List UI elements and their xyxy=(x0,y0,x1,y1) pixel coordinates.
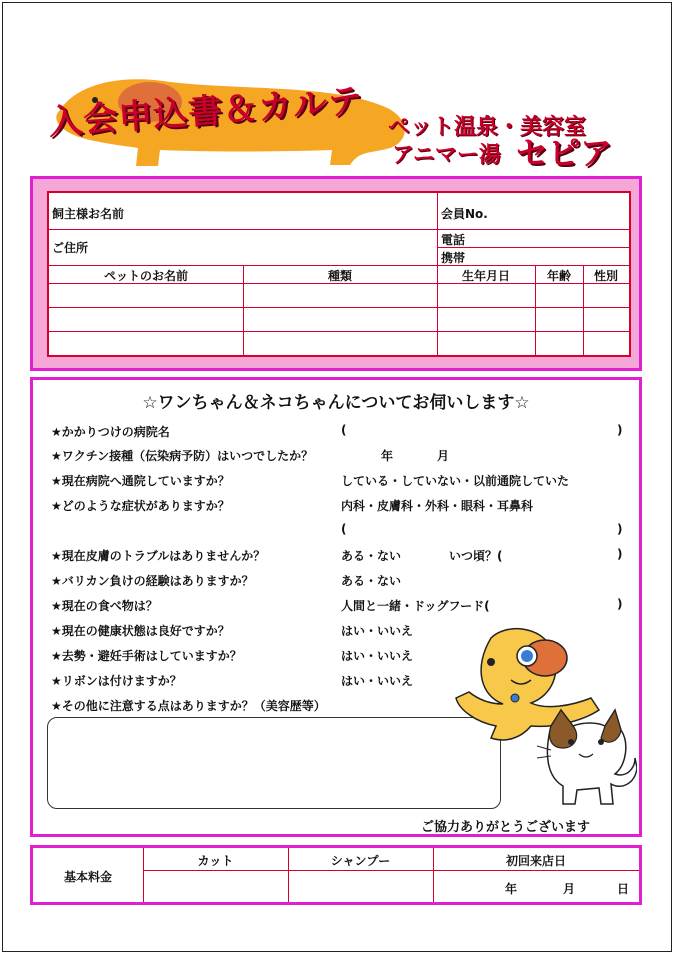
question-other-notes: ★その他に注意する点はありますか？（美容歴等） xyxy=(51,699,326,713)
question-food: ★現在の食べ物は？ xyxy=(51,599,158,613)
thanks-message: ご協力ありがとうございます xyxy=(421,820,591,835)
shop-prefix: アニマー湯 xyxy=(392,143,501,168)
answer-yes-no: はい・いいえ xyxy=(341,624,414,638)
question-clipper: ★バリカン負けの経験はありますか？ xyxy=(51,574,254,588)
answer-open: ( xyxy=(341,423,347,437)
form-title: 入会申込書＆カルテ xyxy=(47,81,365,143)
day-label: 日 xyxy=(617,882,630,896)
col-sex: 性別 xyxy=(593,269,618,283)
owner-info-section xyxy=(30,176,642,371)
question-symptoms: ★どのような症状がありますか？ xyxy=(51,499,230,513)
answer-yes-no: ある・ない xyxy=(341,574,402,588)
first-visit-label: 初回来店日 xyxy=(505,854,566,868)
answer-close: ) xyxy=(617,597,623,611)
col-birthdate: 生年月日 xyxy=(461,269,510,283)
answer-visit-options: している・していない・以前通院していた xyxy=(341,474,570,488)
answer-yes-no: はい・いいえ xyxy=(341,674,414,688)
base-fee-label: 基本料金 xyxy=(63,870,112,884)
notes-field[interactable] xyxy=(47,717,501,809)
owner-info-table xyxy=(47,191,631,357)
year-label: 年 xyxy=(505,882,518,896)
answer-open: ( xyxy=(341,522,347,536)
owner-name-label: 飼主様お名前 xyxy=(52,207,125,221)
question-hospital: ★かかりつけの病院名 xyxy=(51,425,170,439)
answer-close: ) xyxy=(617,522,623,536)
answer-yes-no: はい・いいえ xyxy=(341,649,414,663)
mobile-label: 携帯 xyxy=(441,251,466,265)
question-neuter: ★去勢・避妊手術はしていますか？ xyxy=(51,649,242,663)
answer-yes-no: ある・ない xyxy=(341,549,402,563)
question-vaccine: ★ワクチン接種（伝染病予防）はいつでしたか？ xyxy=(51,449,314,463)
col-pet-name: ペットのお名前 xyxy=(103,269,188,283)
dog-cat-illustration xyxy=(451,618,637,814)
question-health: ★現在の健康状態は良好ですか？ xyxy=(51,624,230,638)
question-ribbon: ★リボンは付けますか？ xyxy=(51,674,182,688)
questionnaire-section xyxy=(30,377,642,837)
shampoo-label: シャンプー xyxy=(330,854,391,868)
col-species: 種類 xyxy=(327,269,352,283)
cut-label: カット xyxy=(197,854,234,868)
member-no-label: 会員No. xyxy=(441,207,488,221)
question-skin: ★現在皮膚のトラブルはありませんか？ xyxy=(51,549,266,563)
shop-subtitle: ペット温泉・美容室 xyxy=(388,115,587,140)
fee-section xyxy=(30,845,642,905)
questionnaire-title: ☆ワンちゃん＆ネコちゃんについてお伺いします☆ xyxy=(142,393,530,413)
address-label: ご住所 xyxy=(52,241,89,255)
answer-close: ) xyxy=(617,547,623,561)
answer-when: いつ頃？( xyxy=(449,549,503,563)
phone-label: 電話 xyxy=(441,233,466,247)
shop-name: セピア xyxy=(516,134,613,172)
col-age: 年齢 xyxy=(546,269,571,283)
month-label: 月 xyxy=(563,882,576,896)
answer-close: ) xyxy=(617,423,623,437)
answer-food-options: 人間と一緒・ドッグフード( xyxy=(341,599,490,613)
header xyxy=(0,0,674,175)
answer-month: 月 xyxy=(437,449,450,463)
answer-symptom-options: 内科・皮膚科・外科・眼科・耳鼻科 xyxy=(341,499,534,513)
question-hospital-visit: ★現在病院へ通院していますか？ xyxy=(51,474,230,488)
answer-year: 年 xyxy=(381,449,394,463)
